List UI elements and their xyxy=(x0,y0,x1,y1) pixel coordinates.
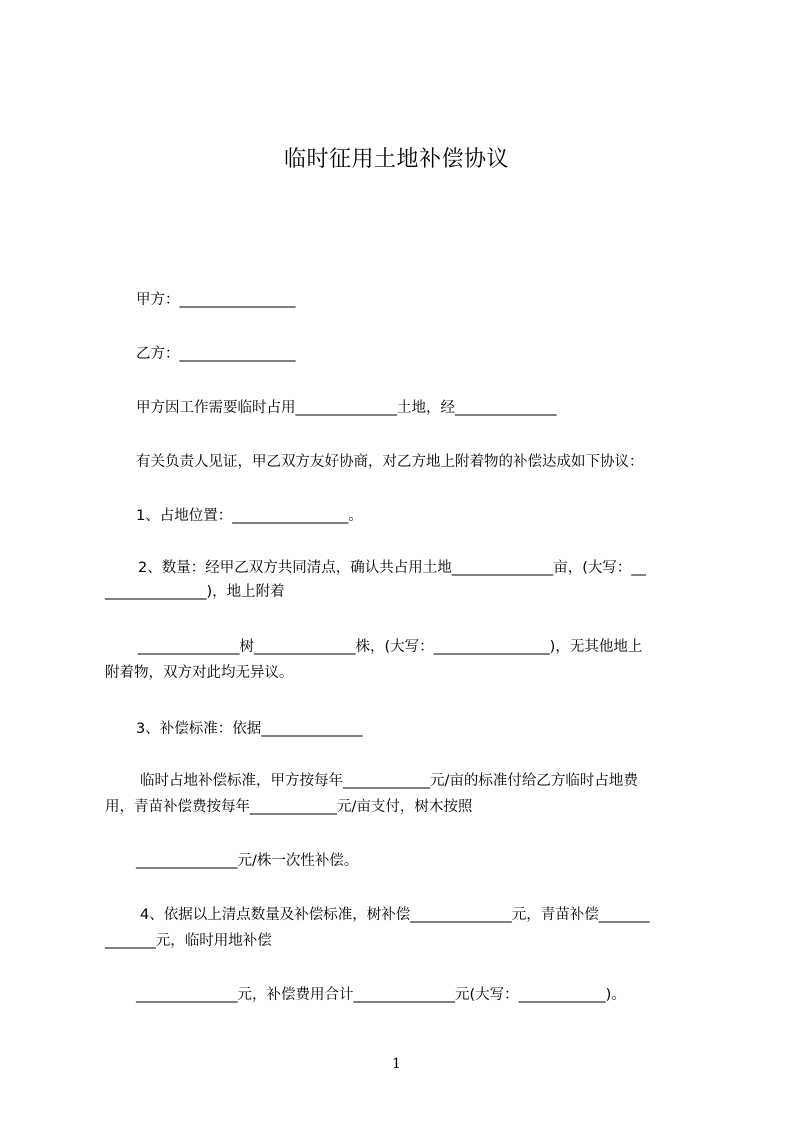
clause-3-rate-line-3: ______________元/株一次性补偿。 xyxy=(136,853,359,869)
document-title: 临时征用土地补偿协议 xyxy=(283,147,509,172)
clause-3-rate-line-2: 用，青苗补偿费按每年____________元/亩支付，树木按照 xyxy=(105,799,473,815)
clause-2-trees-line-1: ______________树______________株，(大写：________________)，无其他地上 xyxy=(138,639,643,655)
clause-4-total-line-2: _______元，临时用地补偿 xyxy=(105,933,272,949)
clause-2-quantity-line-2: ______________)，地上附着 xyxy=(105,584,285,600)
clause-2-trees-line-2: 附着物，双方对此均无异议。 xyxy=(105,665,294,681)
preamble-line-1: 甲方因工作需要临时占用______________土地，经______________ xyxy=(136,400,557,416)
clause-1-location: 1、占地位置：________________。 xyxy=(136,508,363,524)
clause-3-standard: 3、补偿标准：依据______________ xyxy=(136,721,363,737)
clause-4-total-line-1: 4、依据以上清点数量及补偿标准，树补偿______________元，青苗补偿_______ xyxy=(140,907,650,923)
clause-3-rate-line-1: 临时占地补偿标准，甲方按每年____________元/亩的标准付给乙方临时占地费 xyxy=(140,773,638,789)
page-number: 1 xyxy=(392,1056,401,1072)
preamble-line-2: 有关负责人见证，甲乙双方友好协商，对乙方地上附着物的补偿达成如下协议： xyxy=(136,454,644,470)
clause-2-quantity-line-1: 2、数量：经甲乙双方共同清点，确认共占用土地______________亩，(大写：__ xyxy=(138,560,646,576)
party-a-line: 甲方：________________ xyxy=(136,292,296,308)
party-b-line: 乙方：________________ xyxy=(136,346,296,362)
clause-4-total-line-3: ______________元，补偿费用合计______________元(大写：____________)。 xyxy=(136,987,626,1003)
